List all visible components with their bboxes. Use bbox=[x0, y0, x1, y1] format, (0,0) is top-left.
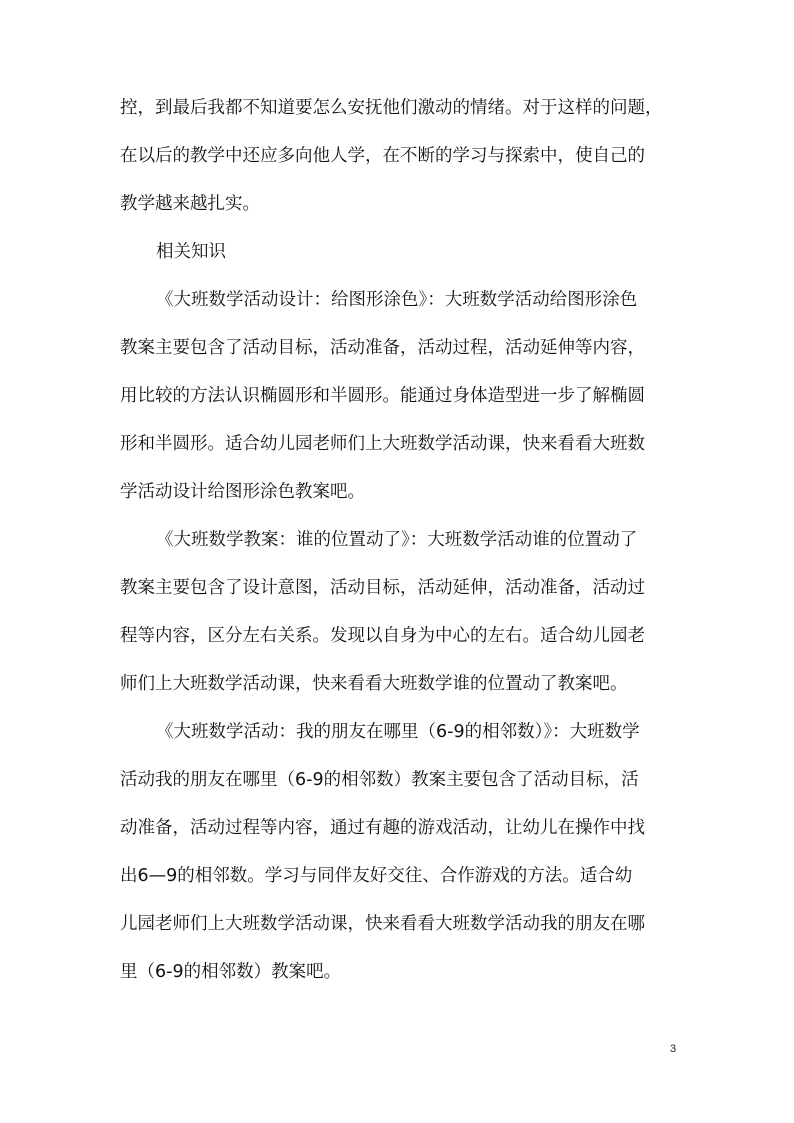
text-line: 教学越来越扎实。 bbox=[120, 194, 260, 214]
text-line: 里（6-9的相邻数）教案吧。 bbox=[120, 962, 342, 982]
body-text bbox=[120, 92, 680, 1004]
text-line: 《大班数学活动设计：给图形涂色》：大班数学活动给图形涂色 bbox=[156, 290, 638, 310]
text-line: 《大班数学活动：我的朋友在哪里（6-9的相邻数）》：大班数学 bbox=[156, 722, 640, 742]
text-line: 教案主要包含了活动目标，活动准备，活动过程，活动延伸等内容， bbox=[120, 338, 645, 358]
text-line: 儿园老师们上大班数学活动课，快来看看大班数学活动我的朋友在哪 bbox=[120, 914, 645, 934]
text-line: 活动我的朋友在哪里（6-9的相邻数）教案主要包含了活动目标，活 bbox=[120, 770, 639, 790]
text-line: 《大班数学教案：谁的位置动了》：大班数学活动谁的位置动了 bbox=[156, 530, 638, 550]
page-number: 3 bbox=[670, 1043, 677, 1055]
text-line: 在以后的教学中还应多向他人学，在不断的学习与探索中，使自己的 bbox=[120, 146, 645, 166]
text-line: 师们上大班数学活动课，快来看看大班数学谁的位置动了教案吧。 bbox=[120, 674, 628, 694]
text-line: 用比较的方法认识椭圆形和半圆形。能通过身体造型进一步了解椭圆 bbox=[120, 386, 645, 406]
text-line: 教案主要包含了设计意图，活动目标，活动延伸，活动准备，活动过 bbox=[120, 578, 645, 598]
text-line: 控，到最后我都不知道要怎么安抚他们激动的情绪。对于这样的问题， bbox=[120, 98, 663, 118]
section-heading: 相关知识 bbox=[156, 242, 226, 262]
text-line: 动准备，活动过程等内容，通过有趣的游戏活动，让幼儿在操作中找 bbox=[120, 818, 645, 838]
text-line: 学活动设计给图形涂色教案吧。 bbox=[120, 482, 365, 502]
text-line: 形和半圆形。适合幼儿园老师们上大班数学活动课，快来看看大班数 bbox=[120, 434, 645, 454]
text-line: 程等内容，区分左右关系。发现以自身为中心的左右。适合幼儿园老 bbox=[120, 626, 645, 646]
text-line: 出6—9的相邻数。学习与同伴友好交往、合作游戏的方法。适合幼 bbox=[120, 866, 633, 886]
